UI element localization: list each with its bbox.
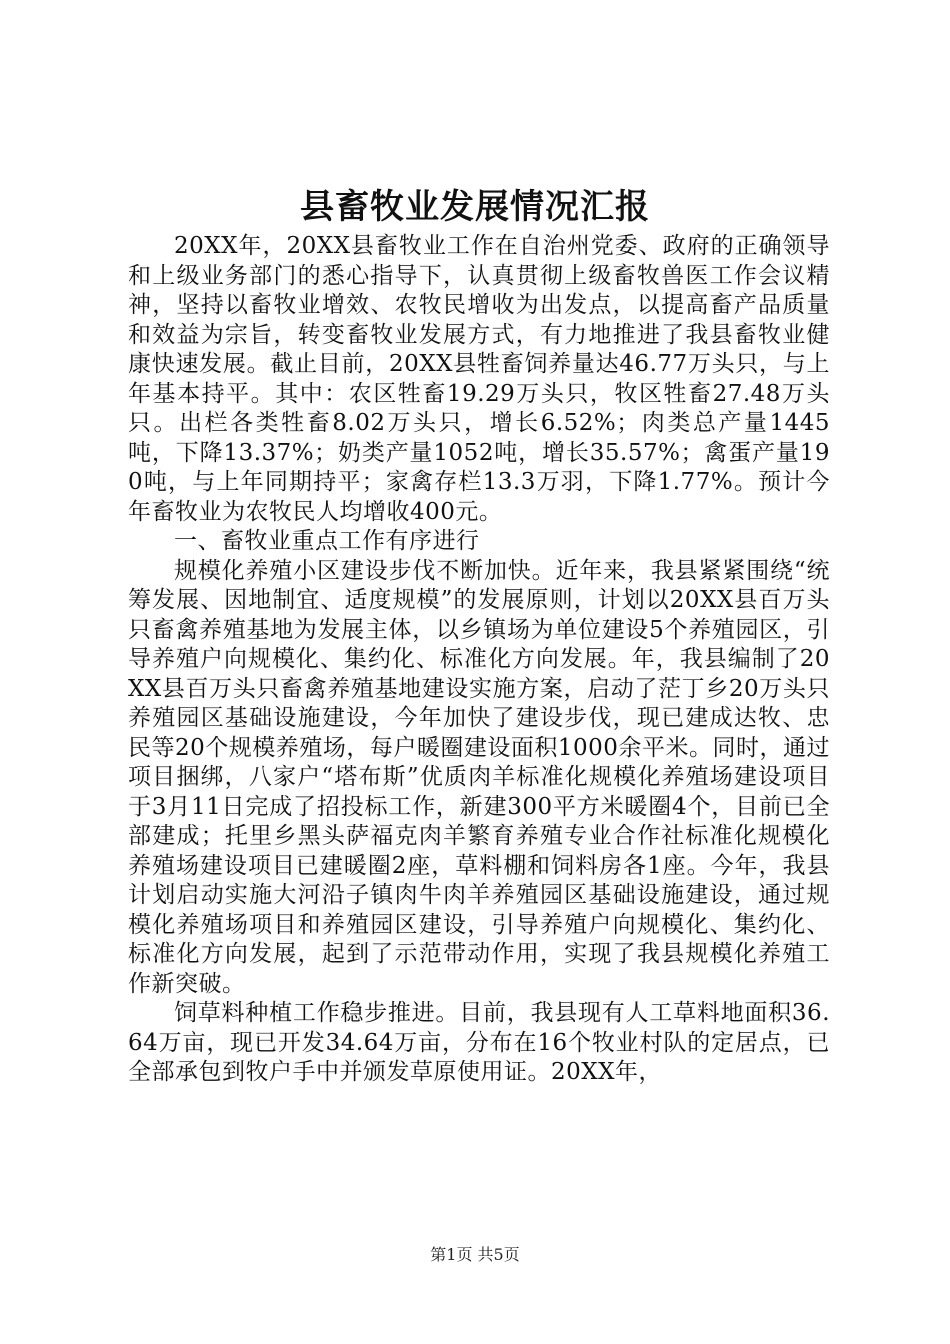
body-paragraph: 规模化养殖小区建设步伐不断加快。近年来，我县紧紧围绕“统筹发展、因地制宜、适度规模”的发展原则，计划以20XX县百万头只畜禽养殖基地为发展主体，以乡镇场为单位建设5个养殖园区，引导养殖户向规模化、集约化、标准化方向发展。年，我县编制了20XX县百万头只畜禽养殖基地建设实施方案，启动了茫丁乡20万头只养殖园区基础设施建设，今年加快了建设步伐，现已建成达牧、忠民等20个规模养殖场，每户暖圈建设面积1000余平米。同时，通过项目捆绑，八家户“塔布斯”优质肉羊标准化规模化养殖场建设项目于3月11日完成了招投标工作，新建300平方米暖圈4个，目前已全部建成；托里乡黑头萨福克肉羊繁育养殖专业合作社标准化规模化养殖场建设项目已建暖圈2座，草料棚和饲料房各1座。今年，我县计划启动实施大河沿子镇肉牛肉羊养殖园区基础设施建设，通过规模化养殖场项目和养殖园区建设，引导养殖户向规模化、集约化、标准化方向发展，起到了示范带动作用，实现了我县规模化养殖工作新突破。 bbox=[128, 557, 830, 997]
body-paragraph: 饲草料种植工作稳步推进。目前，我县现有人工草料地面积36.64万亩，现已开发34.64万亩，分布在16个牧业村队的定居点，已全部承包到牧户手中并颁发草原使用证。20XX年， bbox=[128, 1000, 830, 1085]
intro-paragraph: 20XX年，20XX县畜牧业工作在自治州党委、政府的正确领导和上级业务部门的悉心指导下，认真贯彻上级畜牧兽医工作会议精神，坚持以畜牧业增效、农牧民增收为出发点，以提高畜产品质量和效益为宗旨，转变畜牧业发展方式，有力地推进了我县畜牧业健康快速发展。截止目前，20XX县牲畜饲养量达46.77万头只，与上年基本持平。其中：农区牲畜19.29万头只，牧区牲畜27.48万头只。出栏各类牲畜8.02万头只，增长6.52%；肉类总产量1445吨，下降13.37%；奶类产量1052吨，增长35.57%；禽蛋产量190吨，与上年同期持平；家禽存栏13.3万羽，下降1.77%。预计今年畜牧业为农牧民人均增收400元。 bbox=[128, 233, 830, 525]
document-body bbox=[128, 232, 830, 1088]
page-footer: 第1页 共5页 bbox=[430, 1245, 520, 1264]
document-title: 县畜牧业发展情况汇报 bbox=[300, 187, 650, 227]
section-heading: 一、畜牧业重点工作有序进行 bbox=[174, 528, 480, 554]
